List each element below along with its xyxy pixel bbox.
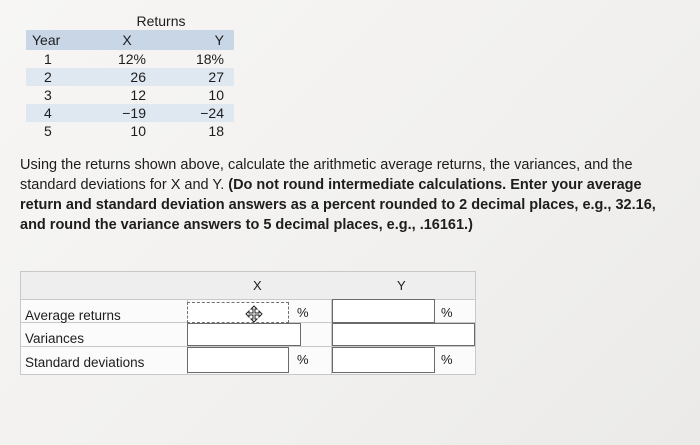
table-row: 2 26 27 — [26, 68, 234, 86]
answer-col-x-label: X — [253, 278, 262, 293]
move-cursor-icon — [245, 305, 263, 323]
average-return-x-unit: % — [297, 305, 309, 320]
average-return-y-unit: % — [441, 305, 453, 320]
table-row: 5 10 18 — [44, 123, 224, 139]
question-instructions — [20, 155, 675, 235]
table-row: 4 −19 −24 — [26, 104, 234, 122]
answer-col-y-label: Y — [397, 278, 406, 293]
row-label-average-returns: Average returns — [25, 308, 121, 323]
col-header-year: Year — [26, 30, 88, 50]
table-row: 3 12 10 — [44, 87, 224, 103]
row-label-standard-deviations: Standard deviations — [25, 355, 145, 370]
std-dev-y-input[interactable] — [332, 347, 435, 373]
variance-y-input[interactable] — [332, 323, 475, 346]
answer-table — [20, 271, 476, 375]
std-dev-x-input[interactable] — [187, 347, 289, 373]
instructions-plain: Using the returns shown above, calculate the arithmetic average returns, the variances, and the standard deviations for X and Y. — [20, 157, 633, 193]
average-return-x-input[interactable] — [187, 302, 289, 323]
answer-table-header — [21, 272, 475, 300]
std-dev-x-unit: % — [297, 352, 309, 367]
col-header-y: Y — [160, 30, 234, 50]
returns-group-header: Returns — [136, 13, 186, 29]
returns-table — [26, 10, 234, 140]
table-row: 1 12% 18% — [44, 51, 224, 67]
variance-x-input[interactable] — [187, 323, 301, 346]
instructions-bold: (Do not round intermediate calculations. Enter your average return and standard deviation answers as a percent rounded to 2 decimal places, e.g., 32.16, and round the variance answers to 5 decimal places, e.g., .16161.) — [20, 177, 656, 233]
col-header-x: X — [88, 30, 160, 50]
std-dev-y-unit: % — [441, 352, 453, 367]
row-label-variances: Variances — [25, 331, 85, 346]
average-return-y-input[interactable] — [332, 299, 435, 323]
